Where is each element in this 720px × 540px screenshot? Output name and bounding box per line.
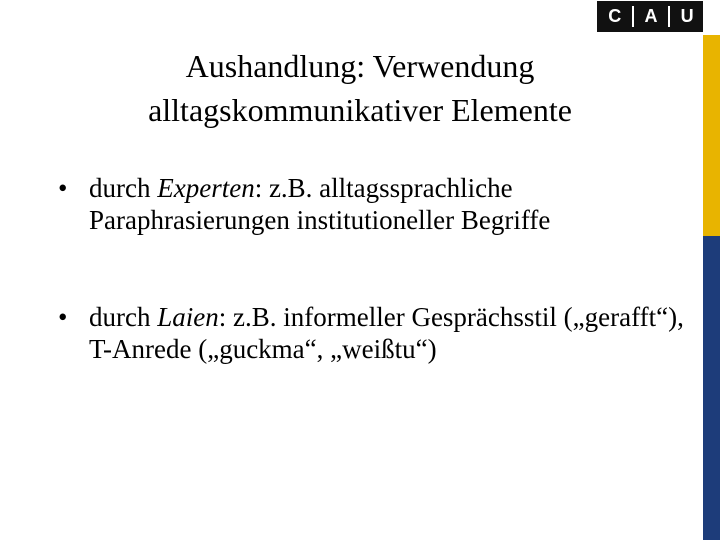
slide-title	[60, 44, 660, 132]
bullet-text: : z.B. informeller Gesprächsstil („gerafft“), T-Anrede („guckma“, „weißtu“)	[89, 302, 684, 364]
stripe-white	[703, 0, 720, 35]
bullet-mark: •	[58, 173, 68, 203]
bullet-item-experten	[58, 172, 688, 236]
logo-letter-c: C	[608, 6, 622, 26]
title-line-2: alltagskommunikativer Elemente	[148, 92, 572, 128]
logo-letter-u: U	[680, 6, 694, 26]
cau-logo	[597, 1, 705, 32]
logo-separator	[632, 6, 634, 27]
stripe-gold	[703, 35, 720, 236]
stripe-blue	[703, 236, 720, 540]
logo-letter-a: A	[644, 6, 658, 26]
bullet-mark: •	[58, 302, 68, 332]
title-line-1: Aushandlung: Verwendung	[185, 48, 535, 84]
bullet-prefix: durch	[89, 302, 158, 332]
bullet-emphasis: Laien	[157, 302, 219, 332]
logo-separator	[668, 6, 670, 27]
bullet-emphasis: Experten	[157, 173, 255, 203]
bullet-list	[58, 172, 688, 365]
bullet-text: : z.B. alltagssprachliche Paraphrasierungen institutioneller Begriffe	[89, 173, 551, 235]
bullet-item-laien	[58, 301, 688, 365]
bullet-prefix: durch	[89, 173, 158, 203]
